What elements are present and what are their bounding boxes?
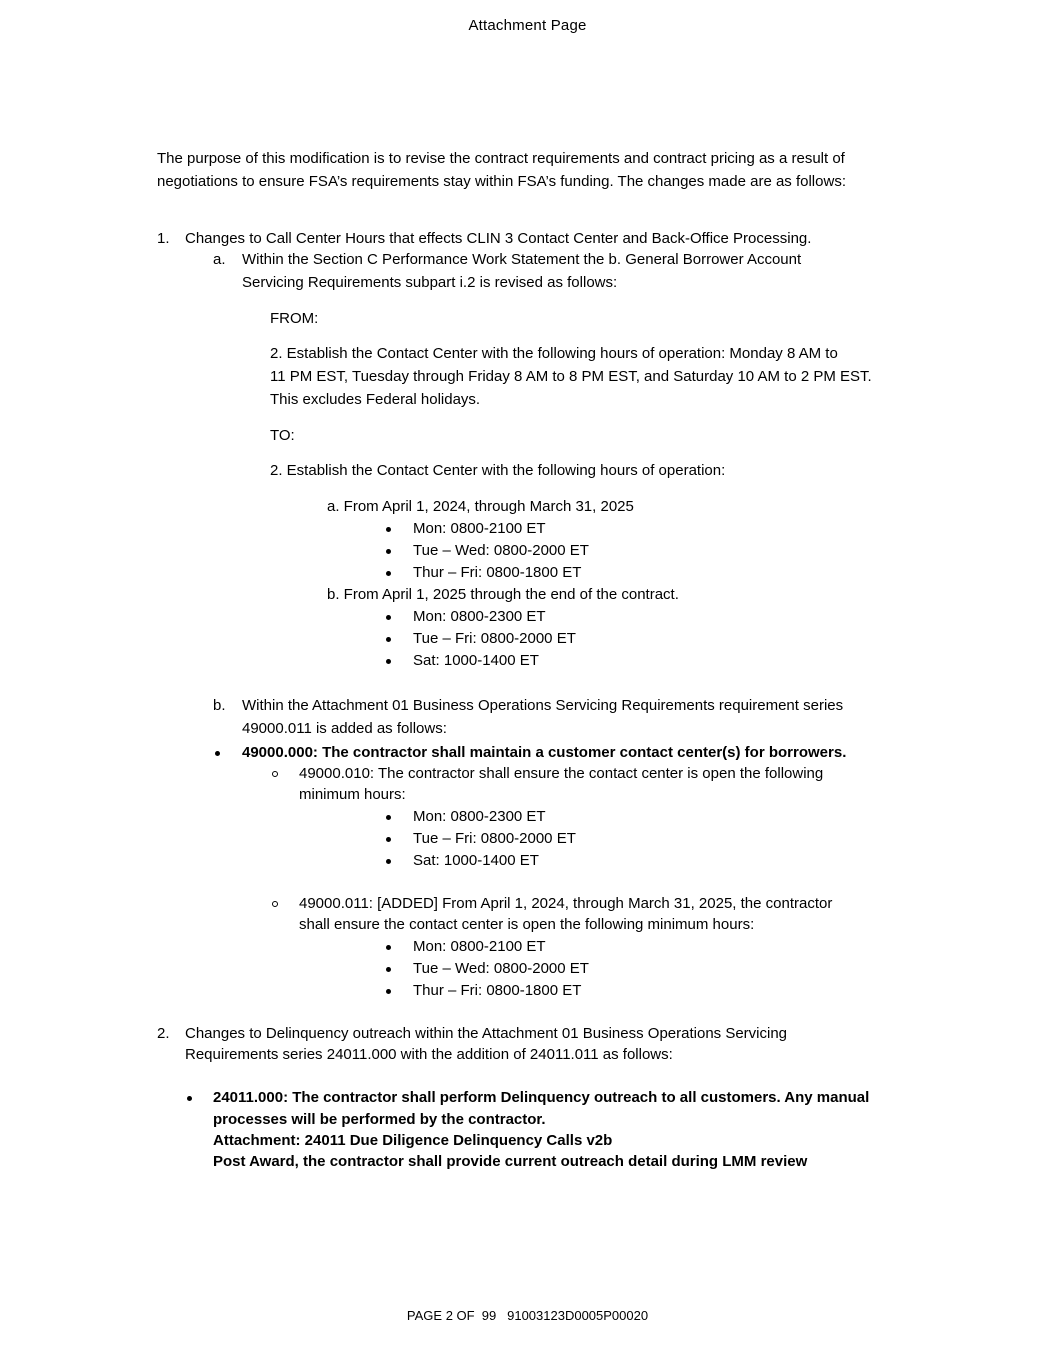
bullet-icon — [386, 989, 391, 994]
bullet-icon — [386, 571, 391, 576]
requirement-49000-000: 49000.000: The contractor shall maintain a customer contact center(s) for borrowers. — [242, 744, 847, 761]
from-text-line-1: 2. Establish the Contact Center with the following hours of operation: Monday 8 AM to — [270, 345, 838, 362]
to-text: 2. Establish the Contact Center with the following hours of operation: — [270, 462, 726, 479]
bullet-icon — [187, 1096, 192, 1101]
from-label: FROM: — [270, 310, 319, 327]
intro-line-2: negotiations to ensure FSA’s requirements stay within FSA’s funding. The changes made are as follows: — [157, 173, 846, 190]
item-1b-line-2: 49000.011 is added as follows: — [242, 720, 447, 737]
requirement-24011-post-award: Post Award, the contractor shall provide current outreach detail during LMM review — [213, 1153, 808, 1170]
item-2-line-2: Requirements series 24011.000 with the addition of 24011.011 as follows: — [185, 1046, 673, 1063]
period-a-hours-item: Tue – Wed: 0800-2000 ET — [413, 542, 589, 559]
period-a-hours-item: Thur – Fri: 0800-1800 ET — [413, 564, 582, 581]
item-1-number: 1. — [157, 230, 170, 247]
bullet-icon — [386, 659, 391, 664]
bullet-icon — [386, 815, 391, 820]
item-1a-line-2: Servicing Requirements subpart i.2 is revised as follows: — [242, 274, 618, 291]
item-1a-line-1: Within the Section C Performance Work Statement the b. General Borrower Account — [242, 251, 802, 268]
requirement-24011-line-1: 24011.000: The contractor shall perform Delinquency outreach to all customers. Any manual — [213, 1089, 870, 1106]
bullet-icon — [386, 549, 391, 554]
circle-bullet-icon — [272, 771, 278, 777]
item-2-line-1: Changes to Delinquency outreach within the Attachment 01 Business Operations Servicing — [185, 1025, 788, 1042]
requirement-24011-line-2: processes will be performed by the contractor. — [213, 1111, 546, 1128]
from-text-line-3: This excludes Federal holidays. — [270, 391, 481, 408]
requirement-24011-attachment: Attachment: 24011 Due Diligence Delinquency Calls v2b — [213, 1132, 613, 1149]
to-label: TO: — [270, 427, 295, 444]
requirement-49000-010-hours-item: Mon: 0800-2300 ET — [413, 808, 546, 825]
bullet-icon — [386, 527, 391, 532]
period-b-hours-item: Tue – Fri: 0800-2000 ET — [413, 630, 576, 647]
bullet-icon — [386, 837, 391, 842]
period-b-hours-item: Sat: 1000-1400 ET — [413, 652, 539, 669]
period-b-title: b. From April 1, 2025 through the end of the contract. — [327, 586, 679, 603]
item-1a-label: a. — [213, 251, 226, 268]
requirement-49000-010-hours-item: Tue – Fri: 0800-2000 ET — [413, 830, 576, 847]
item-2-number: 2. — [157, 1025, 170, 1042]
page-footer: PAGE 2 OF 99 91003123D0005P00020 — [406, 1308, 649, 1323]
page-header: Attachment Page — [468, 17, 587, 34]
requirement-49000-011-hours-item: Tue – Wed: 0800-2000 ET — [413, 960, 589, 977]
requirement-49000-011-line-2: shall ensure the contact center is open the following minimum hours: — [299, 916, 755, 933]
item-1b-line-1: Within the Attachment 01 Business Operations Servicing Requirements requirement series — [242, 697, 844, 714]
bullet-icon — [386, 967, 391, 972]
period-a-title: a. From April 1, 2024, through March 31, 2025 — [327, 498, 634, 515]
bullet-icon — [386, 615, 391, 620]
bullet-icon — [386, 637, 391, 642]
intro-line-1: The purpose of this modification is to revise the contract requirements and contract pricing as a result of — [157, 150, 845, 167]
requirement-49000-011-line-1: 49000.011: [ADDED] From April 1, 2024, through March 31, 2025, the contractor — [299, 895, 833, 912]
bullet-icon — [386, 859, 391, 864]
item-1-text: Changes to Call Center Hours that effects CLIN 3 Contact Center and Back-Office Processing. — [185, 230, 812, 247]
bullet-icon — [215, 751, 220, 756]
item-1b-label: b. — [213, 697, 226, 714]
bullet-icon — [386, 945, 391, 950]
requirement-49000-010-line-2: minimum hours: — [299, 786, 406, 803]
circle-bullet-icon — [272, 901, 278, 907]
from-text-line-2: 11 PM EST, Tuesday through Friday 8 AM to 8 PM EST, and Saturday 10 AM to 2 PM EST. — [270, 368, 872, 385]
requirement-49000-010-hours-item: Sat: 1000-1400 ET — [413, 852, 539, 869]
period-a-hours-item: Mon: 0800-2100 ET — [413, 520, 546, 537]
requirement-49000-011-hours-item: Mon: 0800-2100 ET — [413, 938, 546, 955]
period-b-hours-item: Mon: 0800-2300 ET — [413, 608, 546, 625]
requirement-49000-010-line-1: 49000.010: The contractor shall ensure the contact center is open the following — [299, 765, 824, 782]
requirement-49000-011-hours-item: Thur – Fri: 0800-1800 ET — [413, 982, 582, 999]
